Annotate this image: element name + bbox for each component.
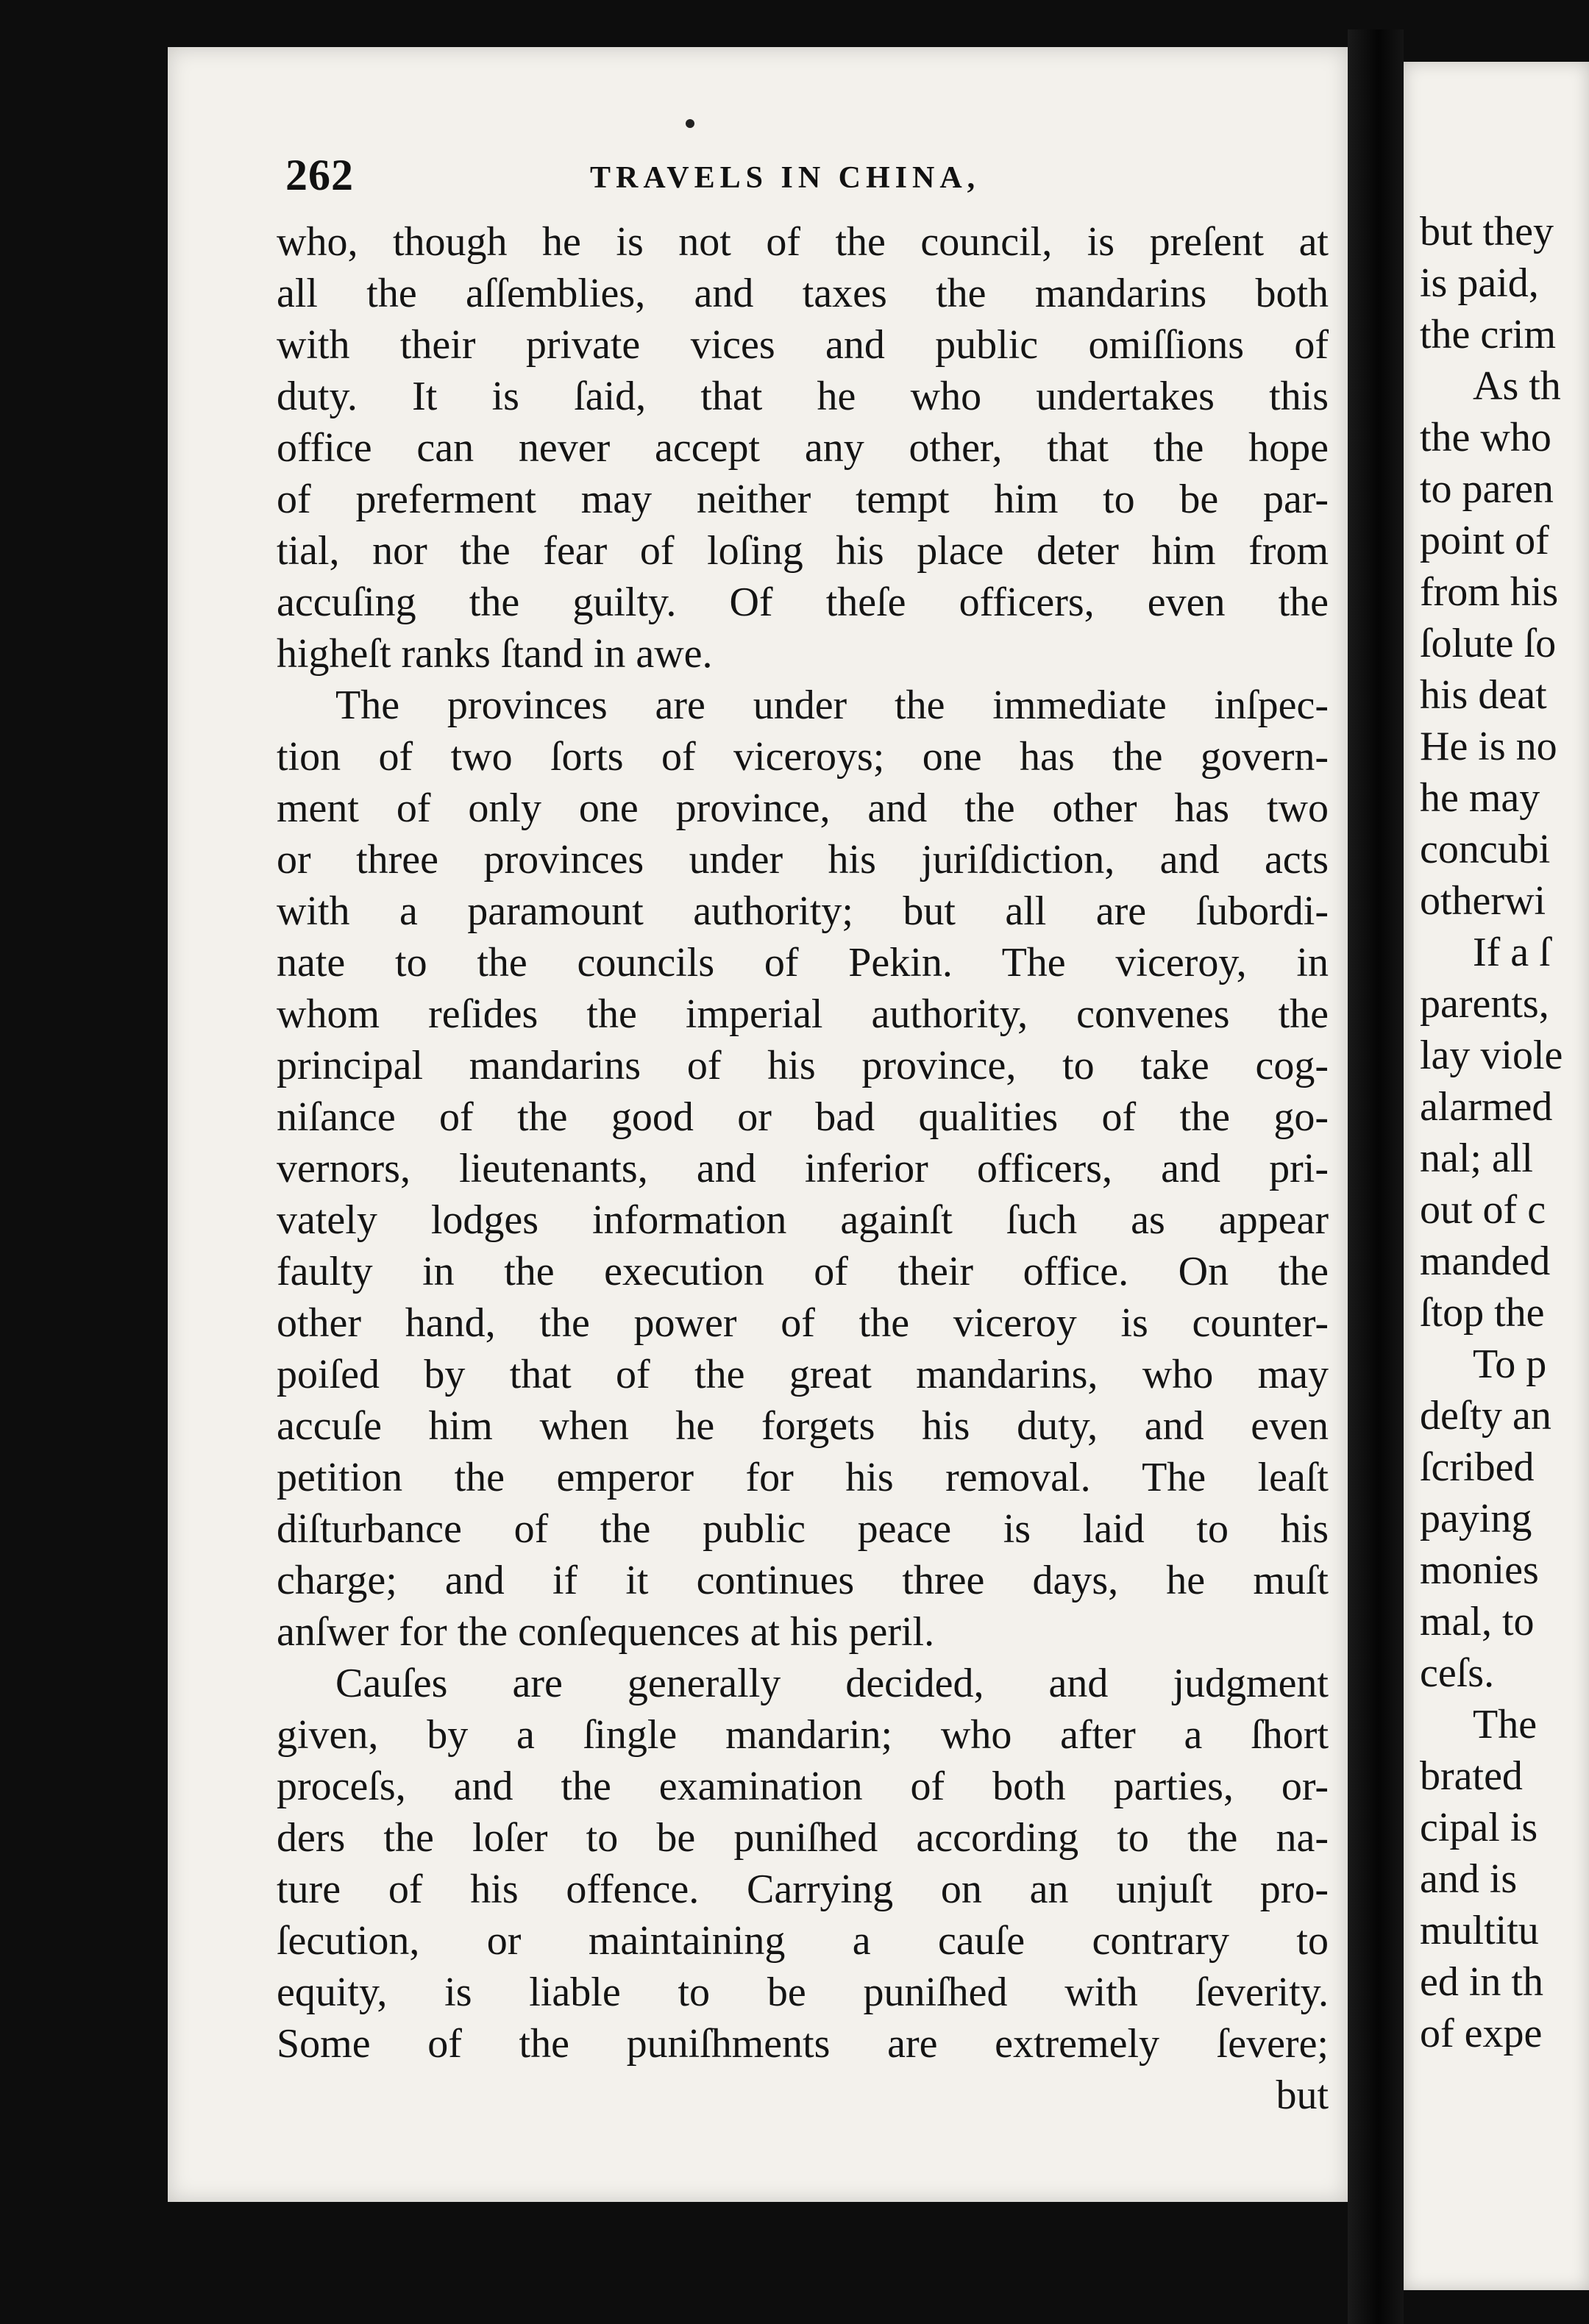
text-line: vately lodges information againſt ſuch as appear — [277, 1197, 1329, 1243]
text-line: from his — [1420, 569, 1559, 615]
text-line: anſwer for the conſequences at his peril. — [277, 1609, 935, 1655]
text-line: The — [1473, 1702, 1538, 1747]
printer-mark-dot — [686, 119, 694, 128]
text-line: petition the emperor for his removal. The leaſt — [277, 1455, 1329, 1500]
text-line: As th — [1473, 363, 1561, 409]
text-line: ture of his offence. Carrying on an unjuſt pro- — [277, 1867, 1329, 1912]
text-line: accuſe him when he forgets his duty, and even — [277, 1403, 1329, 1449]
text-line: nal; all — [1420, 1136, 1533, 1181]
text-line: ceſs. — [1420, 1650, 1495, 1696]
text-line: office can never accept any other, that the hope — [277, 425, 1329, 471]
book-gutter — [1348, 29, 1404, 2324]
text-line: mal, to — [1420, 1599, 1535, 1644]
text-line: the who — [1420, 415, 1551, 460]
text-line: to paren — [1420, 466, 1554, 512]
right-page-fragment — [1404, 62, 1589, 2290]
text-line: ſcribed — [1420, 1444, 1535, 1490]
text-line: proceſs, and the examination of both parties, or- — [277, 1764, 1329, 1809]
text-line: duty. It is ſaid, that he who undertakes this — [277, 374, 1329, 419]
text-line: deſty an — [1420, 1393, 1551, 1439]
text-line: If a ſ — [1473, 930, 1551, 975]
text-line: Cauſes are generally decided, and judgment — [335, 1661, 1329, 1706]
text-line: lay viole — [1420, 1033, 1563, 1078]
text-line: of expe — [1420, 2011, 1543, 2056]
text-line: faulty in the execution of their office. On the — [277, 1249, 1329, 1294]
text-line: ſecution, or maintaining a cauſe contrary to — [277, 1918, 1329, 1964]
text-line: but they — [1420, 209, 1554, 254]
page-header — [285, 150, 1330, 209]
right-page-body-text — [1420, 206, 1589, 2059]
text-line: other hand, the power of the viceroy is counter- — [277, 1300, 1329, 1346]
text-line: concubi — [1420, 827, 1551, 872]
text-line: The provinces are under the immediate inſpec- — [335, 682, 1329, 728]
text-line: higheſt ranks ſtand in awe. — [277, 631, 713, 677]
text-line: tial, nor the fear of loſing his place deter him from — [277, 528, 1329, 574]
text-line: niſance of the good or bad qualities of the go- — [277, 1094, 1329, 1140]
text-line: diſturbance of the public peace is laid to his — [277, 1506, 1329, 1552]
text-line: the crim — [1420, 312, 1557, 357]
text-line: given, by a ſingle mandarin; who after a ſhort — [277, 1712, 1329, 1758]
text-line: paying — [1420, 1496, 1532, 1541]
text-line: manded — [1420, 1238, 1551, 1284]
text-line: ſolute ſo — [1420, 621, 1557, 666]
text-line: and is — [1420, 1856, 1518, 1902]
text-line: monies — [1420, 1547, 1539, 1593]
text-line: He is no — [1420, 724, 1557, 769]
text-line: out of c — [1420, 1187, 1546, 1233]
text-line: he may — [1420, 775, 1540, 821]
left-page — [168, 47, 1348, 2202]
text-line: accuſing the guilty. Of theſe officers, even the — [277, 580, 1329, 625]
text-line: ders the loſer to be puniſhed according to the na- — [277, 1815, 1329, 1861]
text-line: principal mandarins of his province, to take cog- — [277, 1043, 1329, 1088]
text-line: who, though he is not of the council, is preſent at — [277, 219, 1329, 265]
text-line: ed in th — [1420, 1959, 1543, 2005]
text-line: poiſed by that of the great mandarins, who may — [277, 1352, 1329, 1397]
text-line: vernors, lieutenants, and inferior officers, and pri- — [277, 1146, 1329, 1191]
text-line: with their private vices and public omiſſions of — [277, 322, 1329, 368]
text-line: Some of the puniſhments are extremely ſevere; — [277, 2021, 1329, 2067]
text-line: all the aſſemblies, and taxes the mandarins both — [277, 271, 1329, 316]
text-line: equity, is liable to be puniſhed with ſeverity. — [277, 1970, 1329, 2015]
text-line: whom reſides the imperial authority, convenes the — [277, 991, 1329, 1037]
text-line: nate to the councils of Pekin. The viceroy, in — [277, 940, 1329, 985]
text-line: ment of only one province, and the other has two — [277, 785, 1329, 831]
text-line: of preferment may neither tempt him to be par- — [277, 477, 1329, 522]
text-line: point of — [1420, 518, 1549, 563]
text-line: cipal is — [1420, 1805, 1538, 1850]
text-line: is paid, — [1420, 260, 1539, 306]
running-head: TRAVELS IN CHINA, — [590, 161, 981, 195]
left-page-body-text — [277, 216, 1329, 2121]
text-line: To p — [1473, 1341, 1547, 1387]
text-line: parents, — [1420, 981, 1549, 1027]
page-number: 262 — [285, 151, 354, 199]
text-line: otherwi — [1420, 878, 1546, 924]
text-line: multitu — [1420, 1908, 1539, 1953]
text-line: tion of two ſorts of viceroys; one has the govern- — [277, 734, 1329, 780]
text-line: ſtop the — [1420, 1290, 1545, 1336]
text-line: or three provinces under his juriſdiction, and acts — [277, 837, 1329, 883]
text-line: brated — [1420, 1753, 1523, 1799]
text-line: alarmed — [1420, 1084, 1553, 1130]
text-line: with a paramount authority; but all are ſubordi- — [277, 888, 1329, 934]
text-line: charge; and if it continues three days, he muſt — [277, 1558, 1329, 1603]
text-line: his deat — [1420, 672, 1547, 718]
text-line: but — [1276, 2072, 1329, 2118]
